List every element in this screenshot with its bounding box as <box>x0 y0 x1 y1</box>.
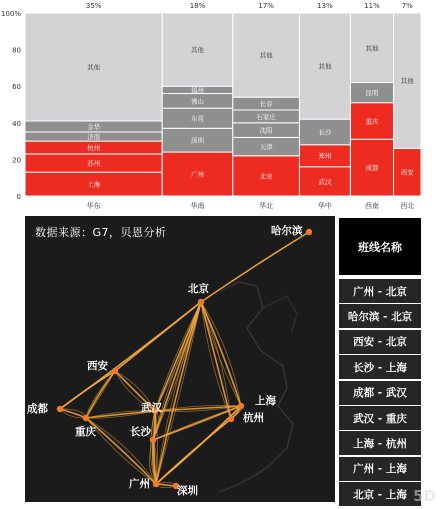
segment-label: 济南 <box>87 133 101 142</box>
column-share-label: 11% <box>364 2 380 10</box>
column-share-label: 13% <box>317 2 333 10</box>
y-tick-label: 60 <box>12 83 21 92</box>
region-label: 西南 <box>364 202 379 210</box>
route-list-item: 上海 - 杭州 <box>339 431 421 455</box>
segment-label: 武汉 <box>318 177 332 186</box>
city-label: 西安 <box>87 360 108 372</box>
city-label: 深圳 <box>177 485 198 497</box>
city-dots <box>57 229 312 489</box>
route-map <box>25 216 335 502</box>
city-label: 武汉 <box>141 402 162 414</box>
region-label: 华南 <box>190 202 205 210</box>
coastline <box>219 282 297 492</box>
data-source-label: 数据来源：G7，贝恩分析 <box>35 226 167 239</box>
column-share-label: 7% <box>401 2 413 10</box>
segment-label: 成都 <box>365 164 379 173</box>
y-tick-label: 100% <box>0 10 21 18</box>
region-label: 华东 <box>86 202 101 210</box>
segment-label: 昆明 <box>365 89 379 98</box>
route-list-item: 西安 - 北京 <box>339 330 421 354</box>
segment-label: 福州 <box>191 86 205 95</box>
city-label: 长沙 <box>130 426 151 438</box>
segment-label: 其他 <box>87 63 101 72</box>
column-share-label: 17% <box>258 2 274 10</box>
city-dot <box>83 415 89 421</box>
route-map-panel <box>25 216 335 502</box>
route-line <box>153 302 201 440</box>
city-dot <box>198 299 204 305</box>
y-tick-label: 80 <box>12 46 21 55</box>
segment-label: 上海 <box>87 180 101 189</box>
column-share-labels <box>86 2 413 10</box>
column-share-label: 18% <box>189 2 206 10</box>
segment-label: 金华 <box>87 122 101 131</box>
city-label: 重庆 <box>75 426 96 438</box>
segment-label: 苏州 <box>87 159 101 168</box>
y-tick-label: 20 <box>12 156 21 165</box>
city-dot <box>57 406 63 412</box>
watermark: 5D <box>413 487 436 505</box>
segment-label: 其他 <box>400 77 414 86</box>
segment-label: 佛山 <box>191 97 205 106</box>
route-list-item: 广州 - 北京 <box>339 279 421 303</box>
segment-label: 沈阳 <box>259 126 273 135</box>
mekko-chart <box>0 0 446 216</box>
segment-label: 东莞 <box>191 114 205 123</box>
city-label: 广州 <box>129 478 150 490</box>
route-line <box>86 371 115 418</box>
route-list-item: 长沙 - 上海 <box>339 355 421 379</box>
route-line <box>60 371 115 409</box>
segment-label: 重庆 <box>365 117 379 126</box>
route-list-item: 广州 - 上海 <box>339 457 421 481</box>
route-list-item: 成都 - 武汉 <box>339 381 421 405</box>
segment-label: 长春 <box>259 100 273 109</box>
region-label: 华中 <box>317 202 332 210</box>
city-dot <box>228 416 234 422</box>
route-list-item: 武汉 - 重庆 <box>339 406 421 430</box>
route-list-item: 哈尔滨 - 北京 <box>339 304 421 328</box>
route-list-item: 北京 - 上海 <box>339 482 421 506</box>
city-dot <box>153 481 159 487</box>
region-label: 华北 <box>259 202 274 210</box>
segment-label: 长沙 <box>318 128 332 137</box>
city-label: 杭州 <box>243 412 264 424</box>
segment-label: 郑州 <box>318 152 332 161</box>
segment-label: 其他 <box>318 62 332 71</box>
segment-label: 杭州 <box>87 144 101 153</box>
region-label: 西北 <box>400 202 415 210</box>
y-tick-label: 40 <box>12 119 21 128</box>
segment-label: 其他 <box>191 46 205 55</box>
segment-label: 西安 <box>400 168 414 177</box>
route-list-panel <box>339 218 421 504</box>
city-label: 哈尔滨 <box>271 225 303 237</box>
mekko-bars <box>25 13 421 196</box>
route-line <box>201 302 231 419</box>
column-share-label: 35% <box>85 2 102 10</box>
segment-label: 其他 <box>365 44 379 53</box>
city-labels <box>27 224 303 497</box>
segment-label: 其他 <box>259 51 273 60</box>
segment-label: 石家庄 <box>256 112 276 121</box>
city-label: 成都 <box>27 403 48 415</box>
city-dot <box>306 229 312 235</box>
segment-label: 天津 <box>259 143 273 152</box>
region-labels <box>87 201 415 210</box>
y-tick-label: 0 <box>16 193 21 201</box>
city-dot <box>112 368 118 374</box>
segment-label: 北京 <box>259 172 273 181</box>
city-label: 上海 <box>255 395 276 407</box>
city-dot <box>238 403 244 409</box>
route-line <box>201 232 309 302</box>
route-list-header: 班线名称 <box>339 218 421 275</box>
segment-label: 广州 <box>191 170 205 179</box>
segment-label: 深圳 <box>191 136 205 145</box>
city-label: 北京 <box>188 283 209 295</box>
